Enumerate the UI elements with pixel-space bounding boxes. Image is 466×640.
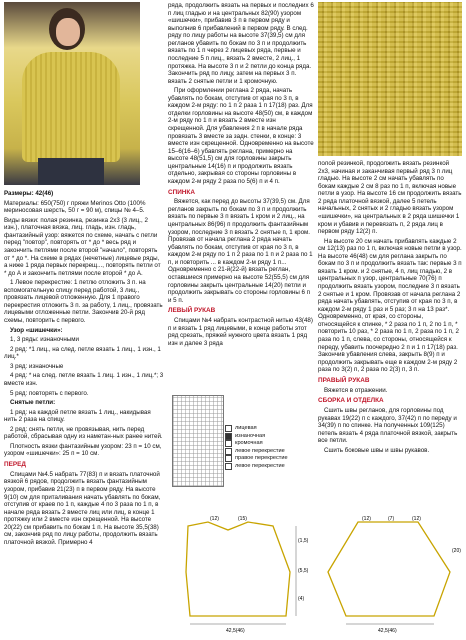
front-label: (1,5) — [298, 538, 309, 544]
sleeve-title: ЛЕВЫЙ РУКАВ — [168, 307, 216, 315]
front-title: ПЕРЕД — [4, 461, 26, 468]
front-label: (5,5) — [298, 568, 309, 574]
sleeve-text: Спицами №4 набрать контрастной нитью 43(48) п и вязать 1 ряд лицевыми, в конце работы этот ряд срезать, пряжей нужного цвета вязать 1 ряд изн и далее 3 ряда — [168, 317, 313, 347]
density: Плотность вязки фантазийным узором: 23 п = 10 см, узором «шишечки»: 25 п = 10 см. — [4, 442, 162, 458]
column-2 — [168, 2, 314, 349]
assembly-text: Сшить швы регланов, для горловины под рукавах 19(22) п с каждого, 37(42) п по переду и 34(39) п по спинке. На полученных 109(125) петель вязать 4 ряда платочной вязкой, закрыть все петли. — [318, 406, 458, 445]
right-sleeve-text: Вяжется в отражении. — [324, 386, 388, 394]
shish-row-3: 3 ряд: изнаночные — [10, 362, 64, 370]
right-sleeve-title: ПРАВЫЙ РУКАВ — [318, 376, 370, 384]
sleeve-label: (7) — [388, 516, 395, 522]
open-title: Снятые петли: — [10, 399, 56, 407]
legend-box-icon — [225, 440, 232, 447]
front-label: (4) — [298, 596, 305, 602]
legend-item: левое перекрестие — [225, 448, 288, 456]
sleeve-label: (12) — [362, 516, 371, 522]
assembly-title: СБОРКА И ОТДЕЛКА — [318, 397, 384, 405]
seams-text: Сшить боковые швы и швы рукавов. — [324, 446, 430, 454]
shish-row-4: 4 ряд: * на след. петле вязать 1 лиц. 1 изн., 1 лиц.*; 3 вместе изн. — [4, 372, 164, 387]
back-title: СПИНКА — [168, 188, 195, 196]
sleeve-label: (12) — [412, 516, 421, 522]
shish-title: Узор «шишечки»: — [10, 326, 63, 334]
legend-box-icon — [225, 433, 232, 440]
front-back-schematic — [168, 512, 318, 638]
knit-swatch-photo — [318, 2, 462, 156]
chart-legend — [225, 425, 288, 470]
legend-item: лицевая — [225, 425, 288, 433]
back-text: Вяжется, как перед до высоты 37(39,5) см. Для регланов закрыть по бокам по 3 п и продолжить вязать по первые 3 п вязать 1 кром и 2 лиц., на центральных 86(96) п продолжить фантазийным узором, последние 3 п вязать 2 снятые п, 1 кром. Провязав от начала реглана 2 ряда начать убавлять по бокам, отступив от края по 3 п, в каждом 2-м ряду по 1 п 2 раза по 1 п и 2 раза по 1 п, и повторить ... в каждом 2-м ряду 1 п... Одновременно с 21-й(22-й) вязать реглан, оставшиеся примерно на высоте 52(55,5) см для горловины закрыть центральные 14(20) петли и продолжить закрывать со стороны горловины 6 п и 5 п. — [168, 198, 313, 304]
column-3 — [318, 160, 462, 456]
legend-item: правое перекрестие — [225, 455, 288, 463]
width-label: 42,5(46) — [226, 628, 245, 634]
open-row-2: 2 ряд: снять петли, не провязывая, нить перед работой, сбрасывая одну из наметан-ных ранее нитей. — [4, 425, 163, 441]
col3-p2: На высоте 20 см начать прибавлять каждые 2 см 12(13) раз по 1 п, включая новые петли в узор. На высоте 46(48) см для реглана закрыть по бокам по 3 п и продолжить вязать так: первые 3 п вязать 1 кром. и 2 снятые, 4 п, лиц гладью, 2 в центральных п узор, центральные 70(76) п продолжить вязать узором, последние 3 п вязать 2 снятые и 1 кром. Провязав от начала реглана 2 ряда начать убавлять, отступив от края по 3 п, в каждом 2-м ряду 1 раз и 5 раз; 3 п на 13 раз*. Одновременно, от края, со стороны, относящейся к спинке, * 2 раза по 1 п, 2 по 1 п, * повторить 10 раз, * 2 раза по 1 п, 2 раза по 1 п, 2 раза по 1 п, слева, со стороны, относящейся к переду, убавить поочередно 2 п и 1 п 17(18) раз. Закончив убавления слева, закрыть 8(9) п и продолжить закрывать еще в каждом 2-м ряду 2 раза по 3(2) п, 2 раза по 2(3) п, 3 п. — [318, 237, 462, 374]
sleeve-schematic — [318, 512, 464, 638]
legend-box-icon — [225, 425, 232, 432]
crossings: 1 Левое перекрестие: 1 петлю отложить 3 п. на вспомогательную спицу перед работой, 3 лиц., провязать лицевой отложенную. Для 1 правого перекрестия отложить 3 п. за работу, 1 лиц., провязать лицевыми отложенные петли. Закончив 20-й ряд схемы, повторить с первого. — [4, 279, 163, 324]
shish-row-2: 2 ряд: *1 лиц., на след. петле вязать 1 лиц., 1 изн., 1 лиц.* — [4, 345, 161, 361]
knit-types: Виды вязки: полая резинка, резинка 2х3 (3 лиц., 2 изн.), платочная вязка, лиц. гладь, изн. гладь, фантазийный узор: вяжется по схеме, начать с петли перед "повтор", повторять от * до * весь ряд и закончить петлями после второй "начало", повторять от * до *. На схеме в рядах (нечетные) лицевые ряды, а ниже 1 ряда первых перекрещ..., повторять петли от * до А и закончить петлями после второй * до А. — [4, 216, 161, 277]
model-photo — [4, 2, 140, 185]
shish-row-5: 5 ряд: повторять с первого. — [10, 389, 89, 397]
col2-p2: При оформлении реглана 2 ряда, начать убавлять по бокам, отступив от края по 3 п, в каждом 2-м ряду: по 1 п 2 раза 1 п 17(18) раз. Для отделки горловины на высоте 48(50) см, в каждом 2-м ряду по 1 п и вязать 2 вместе изн скрещенной. Для убавления 2 п в начале ряда провязать 3 вместе за задн. стенки, в конце: 3 вместе изн скрещенной. Одновременно на высоте 15–6(16–6) убавлять реглана, примерно на высоте 48(51,5) см для горловины закрыть центральные 14(16) п и продолжить вязать отдельно, закрывая со стороны горловины в каждом 2-м ряду 2 раза по 5(6) п и 4 п. — [168, 87, 314, 185]
front-label: (15) — [238, 516, 247, 522]
legend-item: кромочная — [225, 440, 288, 448]
legend-box-icon — [225, 448, 232, 455]
col2-p1: ряда, продолжить вязать на первых и последних 6 п лиц гладью и на центральных 82(90) узором «шишечки», прибавив 3 п в первом ряду и выполнив 6 прибавлений в первом ряду. В след. ряду по лицу работы на высоте 37(39,5) см для регланов убавить по бокам по 3 п и продолжить вязать по 1 п через 2 лицевых ряда, первые и последние 5 п лиц., вязать 2 вместе, 2 лиц., 1 протяжка. На высоте 3 п и 2 петли до конца ряда. Закончить ряд по лицу, затем на первых 3 п. вязать 2 снятые петли и 1 кромочную. — [168, 2, 314, 85]
open-row-1: 1 ряд: на каждой петле вязать 1 лиц., накидывая нить 2 раза на спицу. — [4, 408, 151, 424]
front-label: (12) — [210, 516, 219, 522]
front-text: Спицами №4.5 набрать 77(83) п и вязать платочной вязкой 6 рядов, продолжить вязать фантазийным узором, прибавив 21(23) п в первом ряду. На высоте 9(10) см для приталивания начать убавлять по бокам, отступив от краев по 1 п, каждые 4 по 3 раза по 1 п, в начале ряда вязать 2 вместе лиц или лиц, в конце 1 протяжку или 2 вместе изн скрещенной. На высоте 20(22) см прибавить по бокам 1 п. На высоте 35,5(38) см, закончив ряд по лицу работы, продолжить вязать платочной вязкой. Примерно 4 — [4, 470, 161, 546]
col3-p1: полой резинкой, продолжить вязать резинкой 2х3, начиная и заканчивая первый ряд 3 п лиц гладью. На высоте 2 см начать убавлять по бокам каждые 2 см 8 раз по 1 п, включая новые петли в узор. На высоте 16 см продолжить вязать 2 ряда платочной вязкой, далее 5 петель начальных, 2 снятых и 2 гладью вязать узором «шишечки», на центральных в 2 ряда шишечки 1 кром и убавив и перевязать п, 2 ряда лиц в первом ряду 12(2) п. — [318, 160, 462, 236]
legend-item: изнаночная — [225, 433, 288, 441]
materials: Материалы: 650(750) г пряжи Merinos Otto (100% мериносовая шерсть, 50 г = 90 м), спицы № 4–5. — [4, 199, 146, 215]
legend-item: левое перекрестие — [225, 463, 288, 471]
shish-row-1: 1, 3 ряды: изнаночными — [10, 336, 79, 344]
sleeve-label: (20) — [452, 548, 461, 554]
legend-box-icon — [225, 455, 232, 462]
size-line: Размеры: 42(46) — [4, 190, 54, 197]
pattern-chart — [172, 395, 224, 487]
legend-box-icon — [225, 463, 232, 470]
column-1 — [4, 190, 164, 548]
width-label: 42,5(46) — [378, 628, 397, 634]
